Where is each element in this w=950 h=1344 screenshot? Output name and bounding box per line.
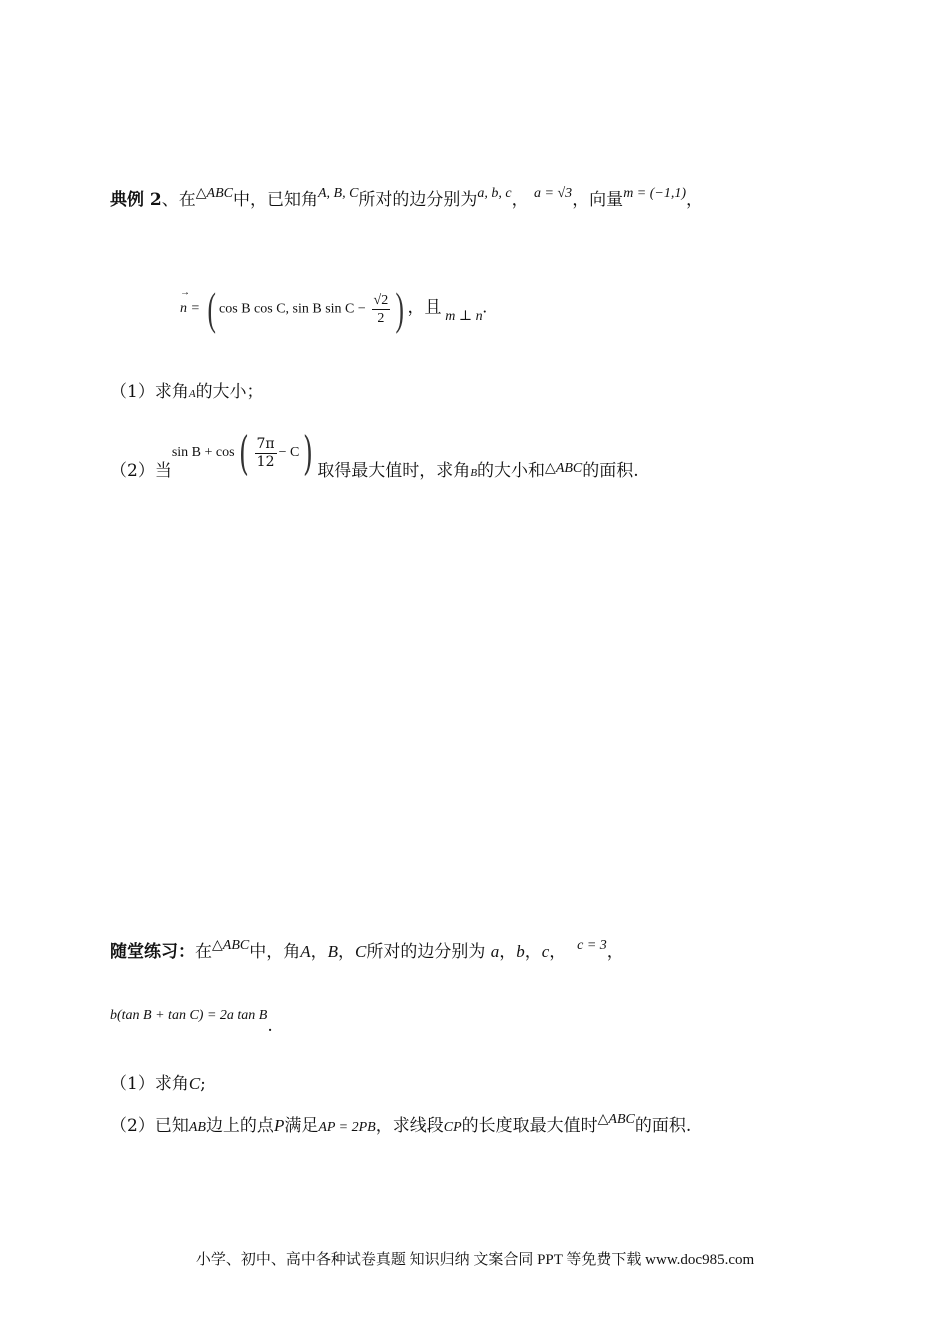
text: 所对的边分别为 — [366, 942, 486, 962]
numerator: 7π — [256, 435, 275, 452]
triangle-abc: △ABC — [545, 460, 583, 476]
text: ， — [310, 942, 328, 962]
angle-c: C — [355, 942, 367, 961]
q2-expression-start: sin B + cos — [171, 444, 235, 460]
text: ， — [686, 190, 704, 210]
vector-n-body: cos B cos C, sin B sin C − — [219, 301, 366, 317]
angles-abc: A, B, C — [317, 186, 359, 201]
example2-question2 — [110, 426, 639, 481]
angle-a: A — [188, 388, 196, 400]
practice-statement-line2 — [110, 1002, 273, 1036]
example2-title: 典例 2 — [110, 190, 162, 210]
right-paren: ) — [303, 426, 314, 480]
text: 在 — [178, 190, 196, 210]
text: 边上的点 — [205, 1116, 274, 1136]
text: 在 — [195, 942, 212, 962]
a-equation: a = √3 — [534, 186, 573, 201]
text: 的面积. — [634, 1116, 692, 1136]
angle-a: A — [300, 942, 311, 961]
practice-question1 — [110, 1072, 206, 1096]
text: 的长度取最大值时 — [461, 1116, 598, 1136]
q2-expression-end: − C — [278, 444, 300, 460]
practice-title: 随堂练习 — [110, 942, 178, 962]
left-paren: ( — [207, 283, 216, 334]
text: . — [482, 297, 487, 317]
text: 所对的边分别为 — [358, 190, 478, 210]
segment-ab: AB — [188, 1120, 206, 1135]
text: ， — [338, 942, 355, 962]
text: 取得最大值时，求角 — [317, 460, 471, 481]
fraction-sqrt2-over-2 — [372, 292, 391, 327]
ap-equation: AP = 2PB — [318, 1120, 376, 1135]
text: （2）已知 — [110, 1116, 189, 1136]
text: ，且 — [407, 297, 442, 318]
vector-m-equation: m = (−1,1) — [623, 186, 687, 201]
numerator: √2 — [373, 292, 389, 308]
c-equation: c = 3 — [577, 938, 607, 953]
text: 、 — [161, 190, 179, 210]
text: ， — [549, 942, 567, 962]
angle-b: B — [327, 942, 338, 961]
text: ， — [499, 942, 517, 962]
triangle-abc: △ABC — [597, 1112, 635, 1127]
text: ， — [511, 190, 529, 210]
side-c: c — [541, 942, 550, 961]
text: ： — [178, 942, 195, 962]
text: （1）求角 — [110, 382, 189, 402]
denominator: 2 — [377, 310, 385, 326]
text: 的面积. — [582, 460, 639, 481]
text: . — [267, 1016, 273, 1036]
text: ，向量 — [572, 190, 624, 210]
left-paren: ( — [238, 426, 249, 480]
text: （2）当 — [110, 460, 172, 481]
right-paren: ) — [395, 283, 405, 334]
text: 的大小和 — [477, 460, 546, 481]
text: ，求线段 — [375, 1116, 444, 1136]
example2-question1 — [110, 380, 264, 406]
fraction-7pi-over-12 — [255, 436, 277, 471]
vector-n-lhs: → n = — [180, 301, 200, 317]
text: 的大小； — [195, 382, 264, 402]
side-a: a — [490, 942, 500, 961]
angle-c: C — [188, 1074, 201, 1093]
triangle-abc: △ABC — [195, 186, 233, 201]
footer-banner: 小学、初中、高中各种试卷真题 知识归纳 文案合同 PPT 等免费下载 www.doc985.com — [195, 1252, 755, 1268]
practice-question2 — [110, 1114, 691, 1140]
text: 中，已知角 — [232, 190, 318, 210]
triangle-abc: △ABC — [212, 938, 250, 953]
text: 中，角 — [249, 942, 301, 962]
example2-statement-line1 — [110, 188, 703, 214]
perpendicular-condition: m ⊥ n — [445, 309, 483, 325]
denominator: 12 — [256, 453, 275, 470]
angle-b: B — [470, 466, 478, 479]
practice-statement-line1 — [110, 940, 624, 966]
text: 满足 — [284, 1116, 319, 1136]
text: （1）求角 — [110, 1074, 189, 1094]
text: ; — [200, 1074, 206, 1094]
text: ， — [524, 942, 542, 962]
point-p: P — [273, 1116, 285, 1135]
vector-n-equation — [180, 283, 487, 334]
tan-equation: b(tan B + tan C) = 2a tan B — [110, 1008, 268, 1023]
text: ， — [606, 942, 624, 962]
segment-cp: CP — [443, 1120, 462, 1135]
side-b: b — [516, 942, 525, 961]
sides-abc: a, b, c — [477, 186, 512, 201]
